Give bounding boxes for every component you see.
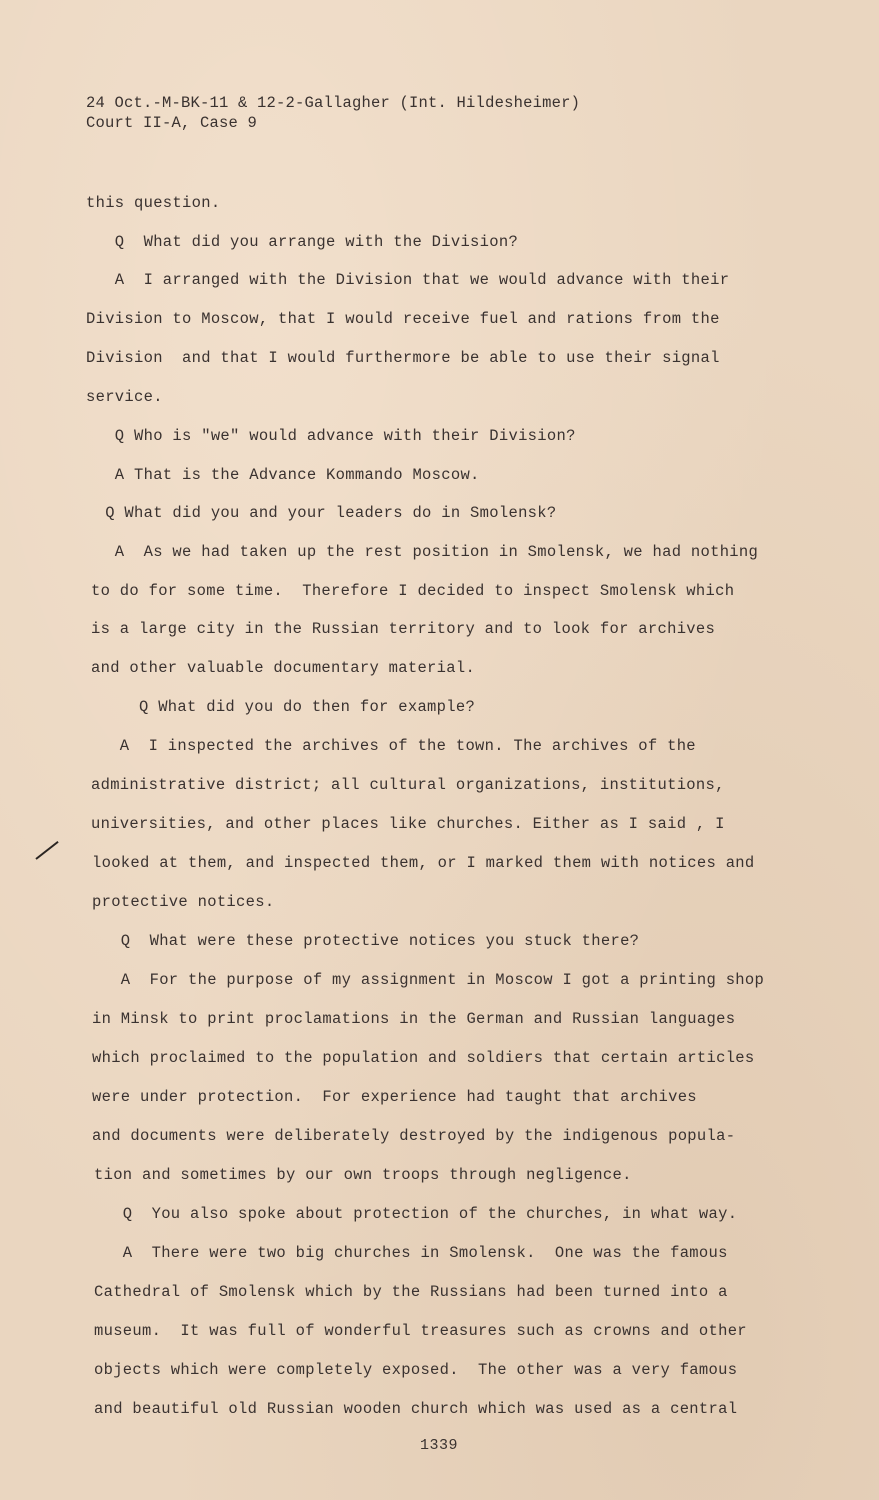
transcript-line: A That is the Advance Kommando Moscow. [86,466,480,484]
margin-slash-mark [35,841,58,860]
transcript-line: service. [86,388,163,406]
transcript-line: to do for some time. Therefore I decided to inspect Smolensk which [91,582,735,600]
transcript-line: Q What did you and your leaders do in Smolensk? [86,504,557,522]
transcript-line: Q What did you do then for example? [91,698,476,716]
transcript-line: Q You also spoke about protection of the churches, in what way. [94,1205,738,1223]
transcript-line: tion and sometimes by our own troops through negligence. [94,1166,632,1184]
transcript-line: Q What did you arrange with the Division? [86,233,519,251]
document-header [86,93,580,133]
transcript-line: administrative district; all cultural organizations, institutions, [91,776,725,794]
transcript-line: and beautiful old Russian wooden church which was used as a central [94,1400,738,1418]
transcript-line: and other valuable documentary material. [91,659,476,677]
transcript-line: in Minsk to print proclamations in the German and Russian languages [92,1010,736,1028]
page-number: 1339 [420,1437,459,1454]
transcript-line: museum. It was full of wonderful treasures such as crowns and other [94,1322,747,1340]
transcript-line: which proclaimed to the population and soldiers that certain articles [92,1049,755,1067]
transcript-line: Q Who is "we" would advance with their Division? [86,427,576,445]
transcript-line: A As we had taken up the rest position in Smolensk, we had nothing [86,543,759,561]
transcript-line: A I inspected the archives of the town. The archives of the [91,737,696,755]
header-court-line: Court II-A, Case 9 [86,114,258,132]
transcript-line: were under protection. For experience had taught that archives [92,1088,697,1106]
transcript-line: A For the purpose of my assignment in Moscow I got a printing shop [92,971,765,989]
header-case-line: 24 Oct.-M-BK-11 & 12-2-Gallagher (Int. Hildesheimer) [86,94,581,112]
transcript-line: Q What were these protective notices you stuck there? [92,932,640,950]
transcript-line: objects which were completely exposed. The other was a very famous [94,1361,738,1379]
transcript-line: protective notices. [92,893,275,911]
transcript-line: this question. [86,194,221,212]
transcript-line: universities, and other places like churches. Either as I said , I [91,815,725,833]
transcript-line: looked at them, and inspected them, or I marked them with notices and [92,854,755,872]
transcript-line: A There were two big churches in Smolensk. One was the famous [94,1244,728,1262]
transcript-line: Cathedral of Smolensk which by the Russians had been turned into a [94,1283,728,1301]
transcript-line: A I arranged with the Division that we would advance with their [86,271,730,289]
transcript-line: and documents were deliberately destroyed by the indigenous popula- [92,1127,736,1145]
transcript-line: Division to Moscow, that I would receive fuel and rations from the [86,310,720,328]
transcript-line: is a large city in the Russian territory and to look for archives [91,620,716,638]
transcript-line: Division and that I would furthermore be able to use their signal [86,349,720,367]
